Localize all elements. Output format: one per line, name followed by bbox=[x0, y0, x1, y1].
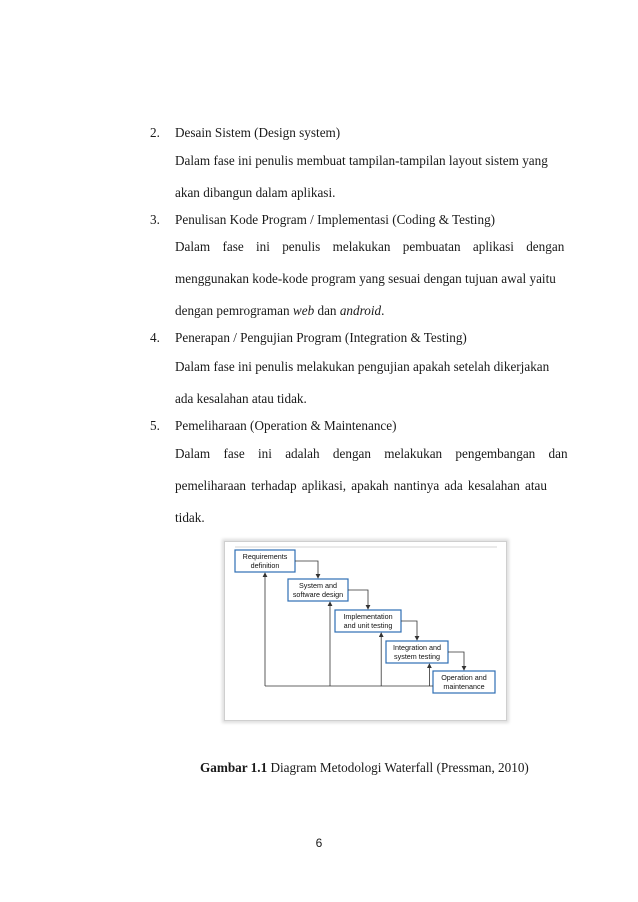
diagram-box-label: and unit testing bbox=[343, 621, 393, 630]
list-number: 4. bbox=[150, 330, 160, 345]
emphasis-web: web bbox=[292, 303, 315, 318]
paragraph-line: ada kesalahan atau tidak. bbox=[175, 391, 307, 406]
paragraph bbox=[175, 153, 547, 217]
diagram-canvas bbox=[225, 542, 506, 720]
figure-caption bbox=[200, 760, 529, 776]
diagram-box-label: Operation and bbox=[441, 673, 487, 682]
diagram-box-label: System and bbox=[299, 581, 337, 590]
paragraph bbox=[175, 446, 568, 542]
diagram-box-label: definition bbox=[250, 561, 280, 570]
diagram-box-label: system testing bbox=[394, 652, 440, 661]
list-heading: Pemeliharaan (Operation & Maintenance) bbox=[175, 418, 397, 433]
diagram-box-label: software design bbox=[292, 590, 344, 599]
list-number: 5. bbox=[150, 418, 160, 433]
diagram-box-label: Integration and bbox=[393, 643, 441, 652]
list-heading: Penulisan Kode Program / Implementasi (Coding & Testing) bbox=[175, 212, 496, 227]
paragraph bbox=[175, 359, 550, 423]
list-number: 3. bbox=[150, 212, 160, 227]
paragraph-line: pemeliharaan terhadap aplikasi, apakah nantinya ada kesalahan atau bbox=[175, 478, 547, 493]
emphasis-android: android bbox=[339, 303, 382, 318]
waterfall-diagram bbox=[224, 541, 507, 721]
paragraph bbox=[175, 239, 565, 335]
page-number: 6 bbox=[315, 836, 323, 850]
paragraph-line: Dalam fase ini penulis melakukan pembuatan aplikasi dengan bbox=[175, 239, 565, 254]
paragraph-line: menggunakan kode-kode program yang sesuai dengan tujuan awal yaitu bbox=[175, 271, 556, 286]
list-number: 2. bbox=[150, 125, 160, 140]
list-heading: Desain Sistem (Design system) bbox=[175, 125, 341, 140]
paragraph-line: Dalam fase ini adalah dengan melakukan pengembangan dan bbox=[175, 446, 568, 461]
diagram-box-label: Implementation bbox=[343, 612, 393, 621]
diagram-arrow bbox=[448, 652, 464, 670]
paragraph-line: akan dibangun dalam aplikasi. bbox=[175, 185, 336, 200]
diagram-arrow bbox=[348, 590, 368, 609]
paragraph-line: Dalam fase ini penulis melakukan pengujian apakah setelah dikerjakan bbox=[175, 359, 550, 374]
diagram-box-label: maintenance bbox=[443, 682, 485, 691]
paragraph-line: tidak. bbox=[175, 510, 205, 525]
diagram-arrow bbox=[295, 561, 318, 578]
paragraph-line: dengan pemrograman web dan android. bbox=[175, 303, 385, 318]
caption-label: Gambar 1.1 bbox=[200, 760, 268, 775]
diagram-box-label: Requirements bbox=[242, 552, 288, 561]
caption-text: Diagram Metodologi Waterfall (Pressman, 2010) bbox=[267, 760, 529, 775]
diagram-arrow bbox=[401, 621, 417, 640]
list-heading: Penerapan / Pengujian Program (Integration & Testing) bbox=[175, 330, 467, 345]
paragraph-line: Dalam fase ini penulis membuat tampilan-tampilan layout sistem yang bbox=[175, 153, 548, 168]
